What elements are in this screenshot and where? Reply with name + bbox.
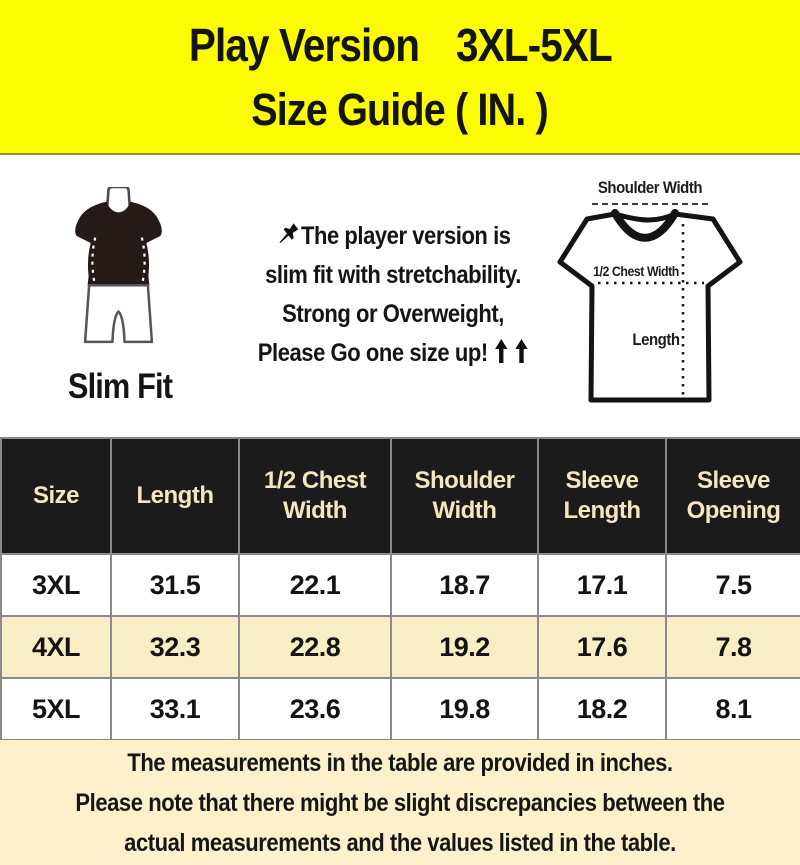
slim-fit-label: Slim Fit [67, 367, 173, 406]
value-cell: 18.2 [538, 678, 666, 740]
value-cell: 23.6 [239, 678, 391, 740]
value-cell: 19.2 [391, 616, 538, 678]
footer-note [0, 740, 800, 865]
banner-title-right: 3XL-5XL [455, 18, 612, 71]
value-cell: 32.3 [111, 616, 239, 678]
size-cell: 4XL [1, 616, 111, 678]
pushpin-icon [275, 221, 300, 249]
col-header-shoulder: Shoulder Width [391, 438, 538, 554]
col-header-size: Size [1, 438, 111, 554]
note-line-4-text: Please Go one size up! [257, 339, 488, 367]
banner-title-left: Play Version [188, 18, 419, 71]
info-strip [0, 157, 800, 437]
value-cell: 7.5 [666, 554, 800, 616]
col-header-chest: 1/2 Chest Width [239, 438, 391, 554]
col-header-sleeve-length: Sleeve Length [538, 438, 666, 554]
value-cell: 22.8 [239, 616, 391, 678]
note-line-1 [239, 217, 547, 256]
col-header-sleeve-opening: Sleeve Opening [666, 438, 800, 554]
up-arrow-icon [514, 339, 528, 363]
value-cell: 18.7 [391, 554, 538, 616]
size-table-header [1, 438, 800, 554]
slim-fit-figure-icon [66, 187, 171, 349]
footer-line-2: Please note that there might be slight discrepancies between the [75, 789, 725, 817]
table-row-5xl [1, 678, 800, 740]
half-chest-width-label: 1/2 Chest Width [593, 263, 679, 279]
note-line-2: slim fit with stretchability. [265, 261, 521, 289]
col-header-length: Length [111, 438, 239, 554]
value-cell: 8.1 [666, 678, 800, 740]
value-cell: 17.1 [538, 554, 666, 616]
size-table [0, 437, 800, 741]
value-cell: 7.8 [666, 616, 800, 678]
footer-line-1: The measurements in the table are provided in inches. [127, 749, 673, 777]
measurement-diagram [550, 172, 800, 440]
size-cell: 5XL [1, 678, 111, 740]
table-row-4xl [1, 616, 800, 678]
tshirt-diagram-icon [550, 172, 800, 440]
value-cell: 31.5 [111, 554, 239, 616]
size-cell: 3XL [1, 554, 111, 616]
note-line-3: Strong or Overweight, [282, 300, 504, 328]
banner [0, 0, 800, 155]
up-arrow-icon [494, 339, 508, 363]
value-cell: 33.1 [111, 678, 239, 740]
length-label: Length [632, 330, 680, 349]
footer-line-3: actual measurements and the values listed in the table. [124, 829, 676, 857]
banner-subtitle: Size Guide ( IN. ) [251, 83, 549, 135]
value-cell: 17.6 [538, 616, 666, 678]
table-row-3xl [1, 554, 800, 616]
note-line-4 [239, 334, 547, 373]
banner-title [189, 18, 612, 72]
fit-note [218, 217, 568, 373]
note-line-1-text: The player version is [300, 222, 511, 250]
shoulder-width-label: Shoulder Width [597, 178, 703, 197]
value-cell: 19.8 [391, 678, 538, 740]
value-cell: 22.1 [239, 554, 391, 616]
